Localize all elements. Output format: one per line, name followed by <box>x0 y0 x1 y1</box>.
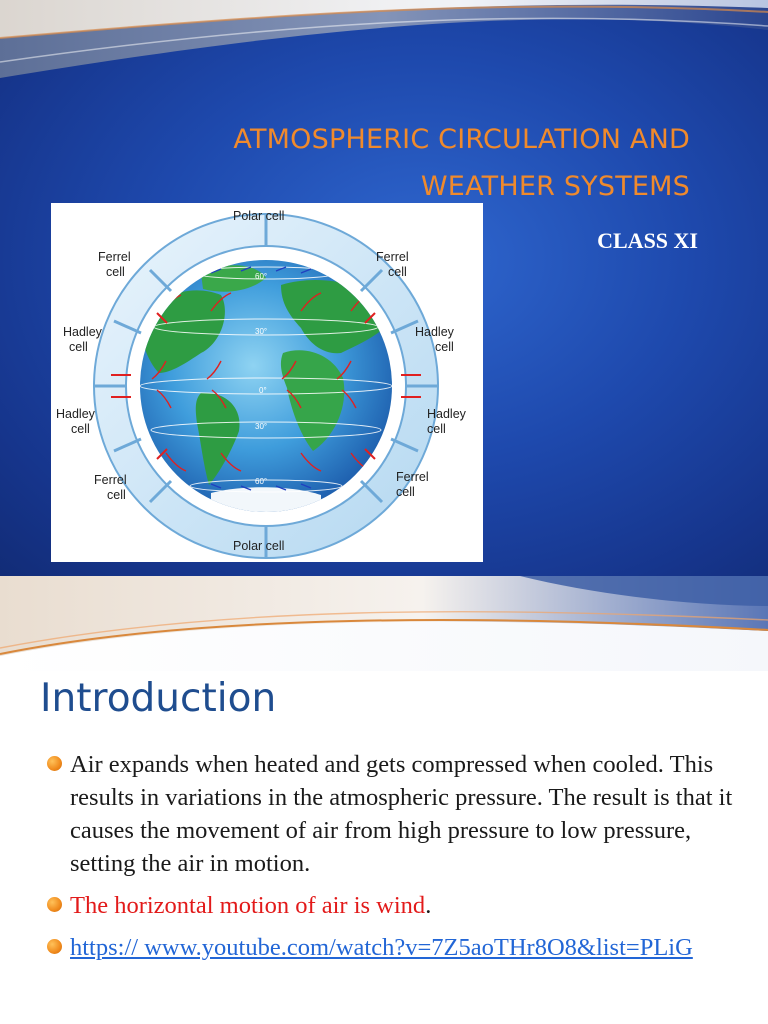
right-label-3: Hadley <box>415 325 454 339</box>
slide-title <box>130 116 690 210</box>
left-label-7: Ferrel <box>94 473 127 487</box>
left-label-6: cell <box>71 422 90 436</box>
lat-60n-label: 60° <box>255 272 268 281</box>
left-label-1: Ferrel <box>98 250 131 264</box>
left-label-3: Hadley <box>63 325 102 339</box>
lat-30s-label: 30° <box>255 422 268 431</box>
decorative-swoosh <box>0 576 768 671</box>
list-item <box>46 748 746 880</box>
right-label-6: cell <box>427 422 446 436</box>
page-title: Introduction <box>40 676 277 721</box>
right-label-7: Ferrel <box>396 470 429 484</box>
introduction-slide <box>0 576 768 1024</box>
right-label-5: Hadley <box>427 407 466 421</box>
bullet-icon <box>47 756 62 771</box>
lat-30n-label: 30° <box>255 327 268 336</box>
atmospheric-cells-diagram <box>51 203 483 562</box>
left-label-5: Hadley <box>56 407 95 421</box>
youtube-link[interactable]: https:// www.youtube.com/watch?v=7Z5aoTHr8O8&list=PLiG <box>70 934 693 961</box>
left-label-4: cell <box>69 340 88 354</box>
title-line-1: ATMOSPHERIC CIRCULATION AND <box>233 124 690 155</box>
bullet-text: Air expands when heated and gets compressed when cooled. This results in variations in the atmospheric pressure. The result is that it causes the movement of air from high pressure to low pressure, setting the air in motion. <box>70 751 733 877</box>
lat-0-label: 0° <box>259 386 267 395</box>
right-label-4: cell <box>435 340 454 354</box>
list-item <box>46 931 746 964</box>
decorative-swoosh <box>0 0 768 110</box>
right-label-8: cell <box>396 485 415 499</box>
wind-definition-text: The horizontal motion of air is wind <box>70 892 426 919</box>
polar-cell-bottom-label: Polar cell <box>233 539 285 553</box>
left-label-8: cell <box>107 488 126 502</box>
left-label-2: cell <box>106 265 125 279</box>
lat-60s-label: 60° <box>255 477 268 486</box>
right-label-1: Ferrel <box>376 250 409 264</box>
title-line-2: WEATHER SYSTEMS <box>420 171 690 202</box>
bullet-icon <box>47 939 62 954</box>
bullet-period: . <box>425 892 432 919</box>
list-item <box>46 889 746 922</box>
bullet-icon <box>47 897 62 912</box>
class-label: CLASS XI <box>597 228 698 253</box>
right-label-2: cell <box>388 265 407 279</box>
bullet-list <box>46 748 746 973</box>
polar-cell-top-label: Polar cell <box>233 209 285 223</box>
